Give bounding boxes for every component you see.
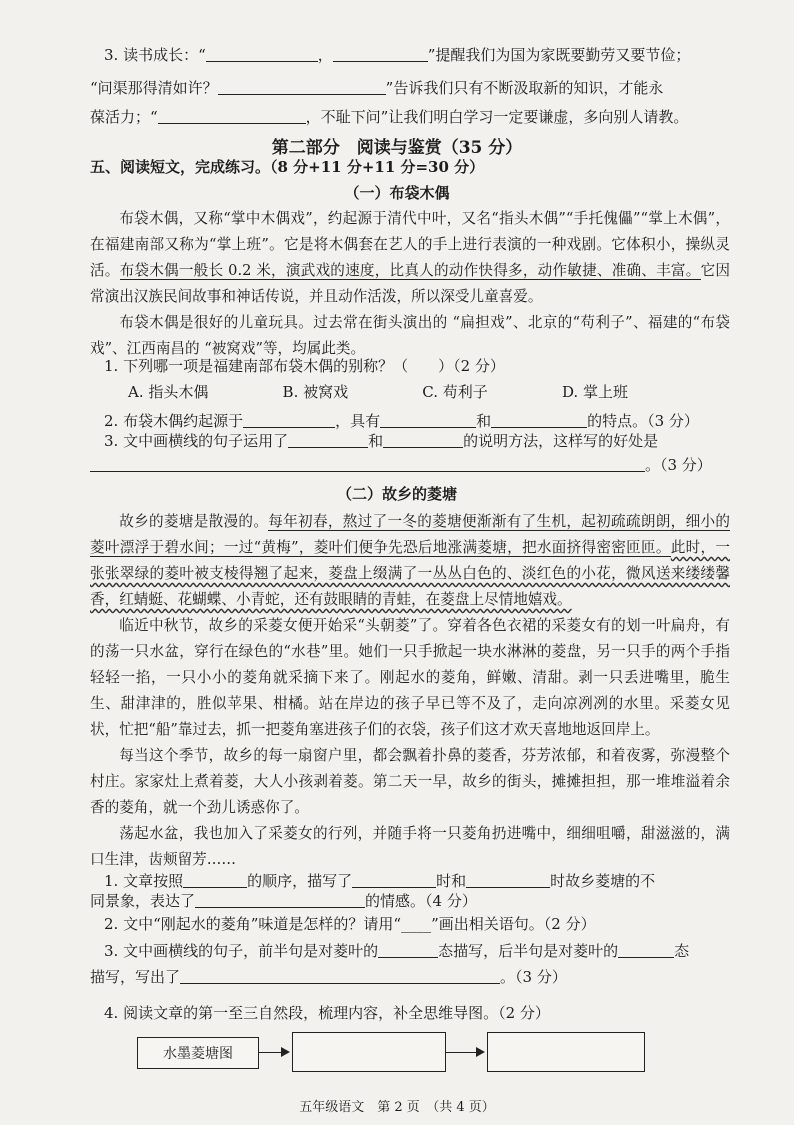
answer-blank[interactable] (466, 871, 550, 888)
p2-question2: 2. 文中“刚起水的菱角”味道是怎样的？请用“____”画出相关语句。（2 分） (104, 915, 596, 933)
answer-blank[interactable] (618, 941, 674, 958)
answer-blank[interactable] (352, 871, 436, 888)
p2-question3-cont: 描写，写出了 。（3 分） (90, 968, 567, 986)
answer-blank[interactable] (243, 411, 335, 428)
p2-question4: 4. 阅读文章的第一至三自然段，梳理内容，补全思维导图。（2 分） (104, 1004, 550, 1022)
section-5-heading: 五、阅读短文，完成练习。（8 分+11 分+11 分=30 分） (90, 158, 485, 176)
answer-blank[interactable] (288, 431, 368, 448)
answer-blank[interactable] (380, 411, 476, 428)
q3-reading-line2: “问渠那得清如许？ ”告诉我们只有不断汲取新的知识，才能永 (90, 79, 664, 97)
p2-question1: 1. 文章按照 的顺序，描写了 时和 时故乡菱塘的不 (104, 872, 656, 890)
mindmap-box-blank[interactable] (487, 1032, 645, 1072)
answer-blank[interactable] (158, 107, 306, 124)
passage2-paragraph1: 故乡的菱塘是散漫的。每年初春，熬过了一冬的菱塘便渐渐有了生机，起初疏疏朗朗，细小的菱叶漂浮于碧水间；一过“黄梅”，菱叶们便争先恐后地涨满菱塘，把水面挤得密密匝匝。此时，一张张翠绿的菱叶被支棱得翘了起来，菱盘上缀满了一丛丛白色的、淡红色的小花，微风送来缕缕馨香，红蜻蜓、花蝴蝶、小青蛇，还有鼓眼睛的青蛙，在菱盘上尽情地嬉戏。 (90, 513, 730, 608)
p1-question3: 3. 文中画横线的句子运用了 和 的说明方法，这样写的好处是 (104, 432, 659, 450)
passage2-paragraph3: 每当这个季节，故乡的每一扇窗户里，都会飘着扑鼻的菱香，芬芳浓郁，和着夜雾，弥漫整个村庄。家家灶上煮着菱，大人小孩剥着菱。第二天一早，故乡的街头，摊摊担担，那一堆堆溢着余香的菱角，就一个劲儿诱惑你了。 (90, 747, 730, 816)
answer-blank[interactable] (183, 871, 247, 888)
mindmap-box-start: 水墨菱塘图 (137, 1037, 259, 1069)
option-b[interactable]: B. 被窝戏 (282, 383, 349, 401)
answer-blank[interactable] (383, 431, 463, 448)
answer-blank[interactable] (180, 967, 500, 984)
underlined-sentence: 布袋木偶一般长 0.2 米，演武戏的速度，比真人的动作快得多，动作敏捷、准确、丰富。 (119, 262, 701, 279)
p1-question1: 1. 下列哪一项是福建南部布袋木偶的别称？（ ）（2 分） (104, 357, 505, 375)
wavy-underlined-sentence: 此时，一张张翠绿的菱叶被支棱得翘了起来，菱盘上缀满了一丛丛白色的、淡红色的小花，微风送来缕缕馨香，红蜻蜓、花蝴蝶、小青蛇，还有鼓眼睛的青蛙，在菱盘上尽情地嬉戏。 (90, 539, 730, 608)
p1-q1-options (128, 381, 688, 403)
passage2-body (90, 509, 730, 873)
passage1-body (90, 206, 730, 362)
option-c[interactable]: C. 苟利子 (422, 383, 488, 401)
mindmap-box-blank[interactable] (292, 1032, 446, 1072)
arrow-icon (258, 1052, 288, 1053)
p2-question3: 3. 文中画横线的句子，前半句是对菱叶的 态描写，后半句是对菱叶的 态 (104, 942, 690, 960)
part-title: 第二部分 阅读与鉴赏（35 分） (271, 138, 523, 158)
passage1-paragraph2: 布袋木偶是很好的儿童玩具。过去常在街头演出的 “扁担戏”、北京的“苟利子”、福建的“布袋戏”、江西南昌的 “被窝戏”等，均属此类。 (90, 314, 730, 357)
arrow-icon (445, 1052, 483, 1053)
answer-blank[interactable] (333, 45, 428, 62)
passage1-paragraph1: 布袋木偶，又称“掌中木偶戏”，约起源于清代中叶，又名“指头木偶”“手托傀儡”“掌上木偶”，在福建南部又称为“掌上班”。它是将木偶套在艺人的手上进行表演的一种戏剧。它体积小，操纵灵活。布袋木偶一般长 0.2 米，演武戏的速度，比真人的动作快得多，动作敏捷、准确、丰富。它因常演出汉族民间故事和神话传说，并且动作活泼，所以深受儿童喜爱。 (90, 210, 730, 305)
p2-question1-cont: 同景象，表达了 的情感。（4 分） (90, 892, 477, 910)
p1-q3-answer-line: 。（3 分） (90, 454, 730, 476)
answer-blank[interactable] (206, 45, 318, 62)
p1-question2: 2. 布袋木偶约起源于 ，具有 和 的特点。（3 分） (104, 412, 699, 430)
answer-blank[interactable] (491, 411, 587, 428)
answer-blank[interactable] (90, 455, 645, 472)
passage2-paragraph4: 荡起水盆，我也加入了采菱女的行列，并随手将一只菱角扔进嘴中，细细咀嚼，甜滋滋的，满口生津，齿颊留芳…… (90, 825, 730, 868)
passage2-title: （二）故乡的菱塘 (336, 485, 457, 503)
q3-reading-line3: 葆活力；“ ，不耻下问”让我们明白学习一定要谦虚，多向别人请教。 (90, 108, 689, 126)
option-d[interactable]: D. 掌上班 (561, 383, 628, 401)
page-footer: 五年级语文 第 2 页 （共 4 页） (299, 1100, 495, 1115)
answer-blank[interactable] (195, 891, 365, 908)
q3-reading-line1: 3. 读书成长：“ ， ”提醒我们为国为家既要勤劳又要节俭； (104, 46, 691, 64)
underlined-sentence: 每年初春，熬过了一冬的菱塘便渐渐有了生机，起初疏疏朗朗，细小的菱叶漂浮于碧水间；一过“黄梅”，菱叶们便争先恐后地涨满菱塘，把水面挤得密密匝匝。 (90, 513, 730, 556)
option-a[interactable]: A. 指头木偶 (128, 383, 209, 401)
passage2-paragraph2: 临近中秋节，故乡的采菱女便开始采“头朝菱”了。穿着各色衣裙的采菱女有的划一叶扁舟，有的荡一只水盆，穿行在绿色的“水巷”里。她们一只手掀起一块水淋淋的菱盘，另一只手的两个手指轻轻一掐，一只小小的菱角就采摘下来了。刚起水的菱角，鲜嫩、清甜。剥一只丢进嘴里，脆生生、甜津津的，胜似苹果、柑橘。站在岸边的孩子早已等不及了，走向凉冽冽的水里。采菱女见状，忙把“船”靠过去，抓一把菱角塞进孩子们的衣袋，孩子们这才欢天喜地地返回岸上。 (90, 617, 730, 738)
passage1-title: （一）布袋木偶 (344, 184, 450, 202)
answer-blank[interactable] (218, 78, 386, 95)
answer-blank[interactable] (378, 941, 438, 958)
